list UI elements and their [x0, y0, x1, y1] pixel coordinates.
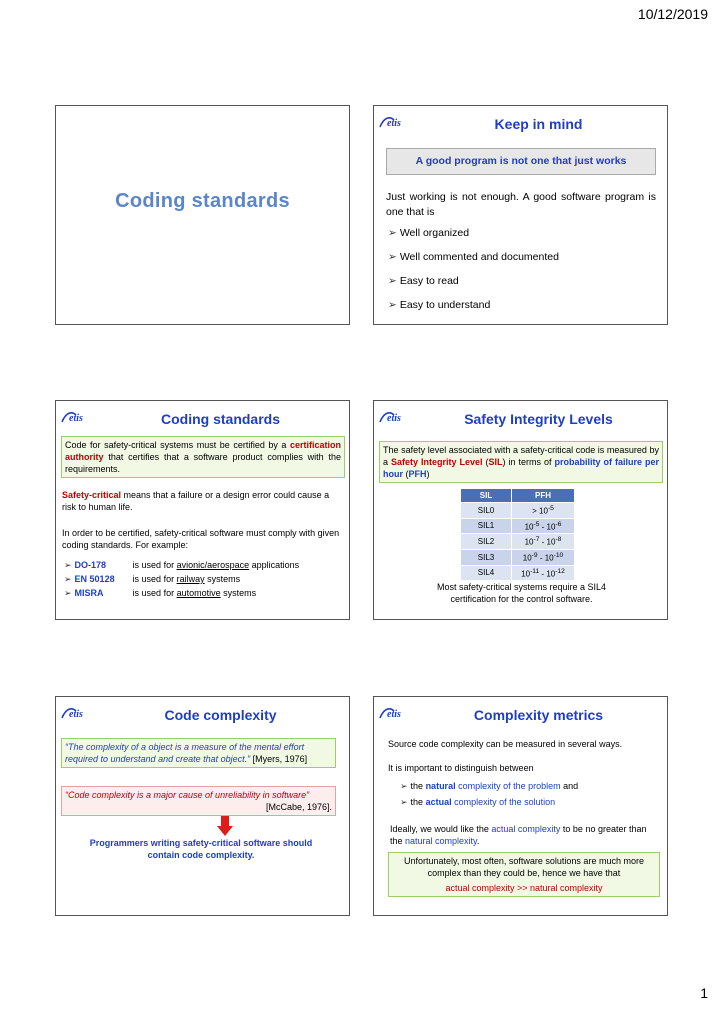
slide-keep-in-mind — [373, 105, 668, 325]
certification-paragraph: In order to be certified, safety-critical software must comply with given coding standards. For example: — [62, 528, 340, 551]
list-item: ➢ DO-178 is used for avionic/aerospace applications — [64, 560, 300, 570]
safety-critical-definition: Safety-critical means that a failure or a design error could cause a risk to human life. — [62, 490, 330, 513]
intro-text: Just working is not enough. A good software program is one that is — [386, 191, 656, 218]
pfh-cell: $10^{-9} - 10^{-10}$ — [512, 549, 575, 565]
sil-cell: SIL4 — [461, 565, 512, 581]
retis-logo-icon — [60, 705, 94, 721]
paragraph: It is important to distinguish between — [388, 763, 534, 773]
quote-box: “The complexity of a object is a measure of the mental effort required to understand and create that object.” [Myers, 1976] — [61, 738, 336, 768]
pfh-cell: > $10^{-5}$ — [512, 503, 575, 519]
conclusion-box: Unfortunately, most often, software solutions are much more complex than they could be, hence we have that actual complexity >> natural complexity — [388, 852, 660, 897]
slide-title: Safety Integrity Levels — [464, 411, 613, 427]
svg-text:etis: etis — [387, 709, 401, 720]
sil-cell: SIL2 — [461, 534, 512, 550]
slide-safety-integrity-levels — [373, 400, 668, 620]
list-item: ➢ EN 50128 is used for railway systems — [64, 574, 241, 584]
slide-title: Complexity metrics — [473, 707, 604, 723]
list-item: ➢ MISRA is used for automotive systems — [64, 588, 257, 598]
svg-text:etis: etis — [387, 118, 401, 129]
svg-text:etis: etis — [69, 413, 83, 424]
table-row — [461, 518, 575, 534]
svg-text:etis: etis — [387, 413, 401, 424]
table-row — [461, 534, 575, 550]
sil-cell: SIL1 — [461, 518, 512, 534]
list-item: ➢ the natural complexity of the problem and — [400, 781, 579, 791]
list-item: ➢ Well commented and documented — [388, 251, 559, 263]
retis-logo-icon — [378, 114, 412, 130]
pfh-cell: $10^{-11} - 10^{-12}$ — [512, 565, 575, 581]
page-date: 10/12/2019 — [637, 6, 708, 22]
pfh-cell: $10^{-5} - 10^{-6}$ — [512, 518, 575, 534]
pfh-cell: $10^{-7} - 10^{-8}$ — [512, 534, 575, 550]
list-item: ➢ Easy to understand — [388, 299, 491, 311]
slide-title: Coding standards — [115, 190, 290, 212]
table-row — [461, 503, 575, 519]
conclusion-text: Programmers writing safety-critical software should contain code complexity. — [89, 838, 313, 861]
retis-logo-icon — [378, 409, 412, 425]
arrow-down-icon — [217, 816, 233, 836]
table-row — [461, 549, 575, 565]
slide-title: Code complexity — [164, 707, 277, 723]
definition-box: The safety level associated with a safety-critical code is measured by a Safety Integrity Level (SIL) in terms of probability of failure per hour (PFH) — [379, 441, 663, 483]
slide-title: Coding standards — [160, 411, 280, 427]
slide-complexity-metrics — [373, 696, 668, 916]
callout-box: A good program is not one that just works — [386, 148, 656, 175]
sil-cell: SIL3 — [461, 549, 512, 565]
page-number: 1 — [700, 985, 708, 1001]
slide-coding-standards-title — [55, 105, 350, 325]
table-header: PFH — [512, 489, 575, 503]
table-header: SIL — [461, 489, 512, 503]
retis-logo-icon — [378, 705, 412, 721]
slide-code-complexity — [55, 696, 350, 916]
paragraph: Source code complexity can be measured in several ways. — [388, 739, 623, 749]
retis-logo-icon — [60, 409, 94, 425]
svg-text:etis: etis — [69, 709, 83, 720]
sil-table — [460, 488, 575, 581]
list-item: ➢ Well organized — [388, 227, 470, 239]
definition-box: Code for safety-critical systems must be certified by a certification authority that certifies that a software product complies with the requirements. — [61, 436, 345, 478]
table-row — [461, 565, 575, 581]
list-item: ➢ Easy to read — [388, 275, 459, 287]
sil-cell: SIL0 — [461, 503, 512, 519]
slide-title: Keep in mind — [494, 116, 583, 132]
sil4-note: Most safety-critical systems require a SIL4 certification for the control software. — [436, 582, 607, 605]
paragraph: Ideally, we would like the actual complexity to be no greater than the natural complexity. — [390, 824, 647, 847]
list-item: ➢ the actual complexity of the solution — [400, 797, 556, 807]
slide-coding-standards — [55, 400, 350, 620]
quote-box: “Code complexity is a major cause of unreliability in software” [McCabe, 1976]. — [61, 786, 336, 816]
